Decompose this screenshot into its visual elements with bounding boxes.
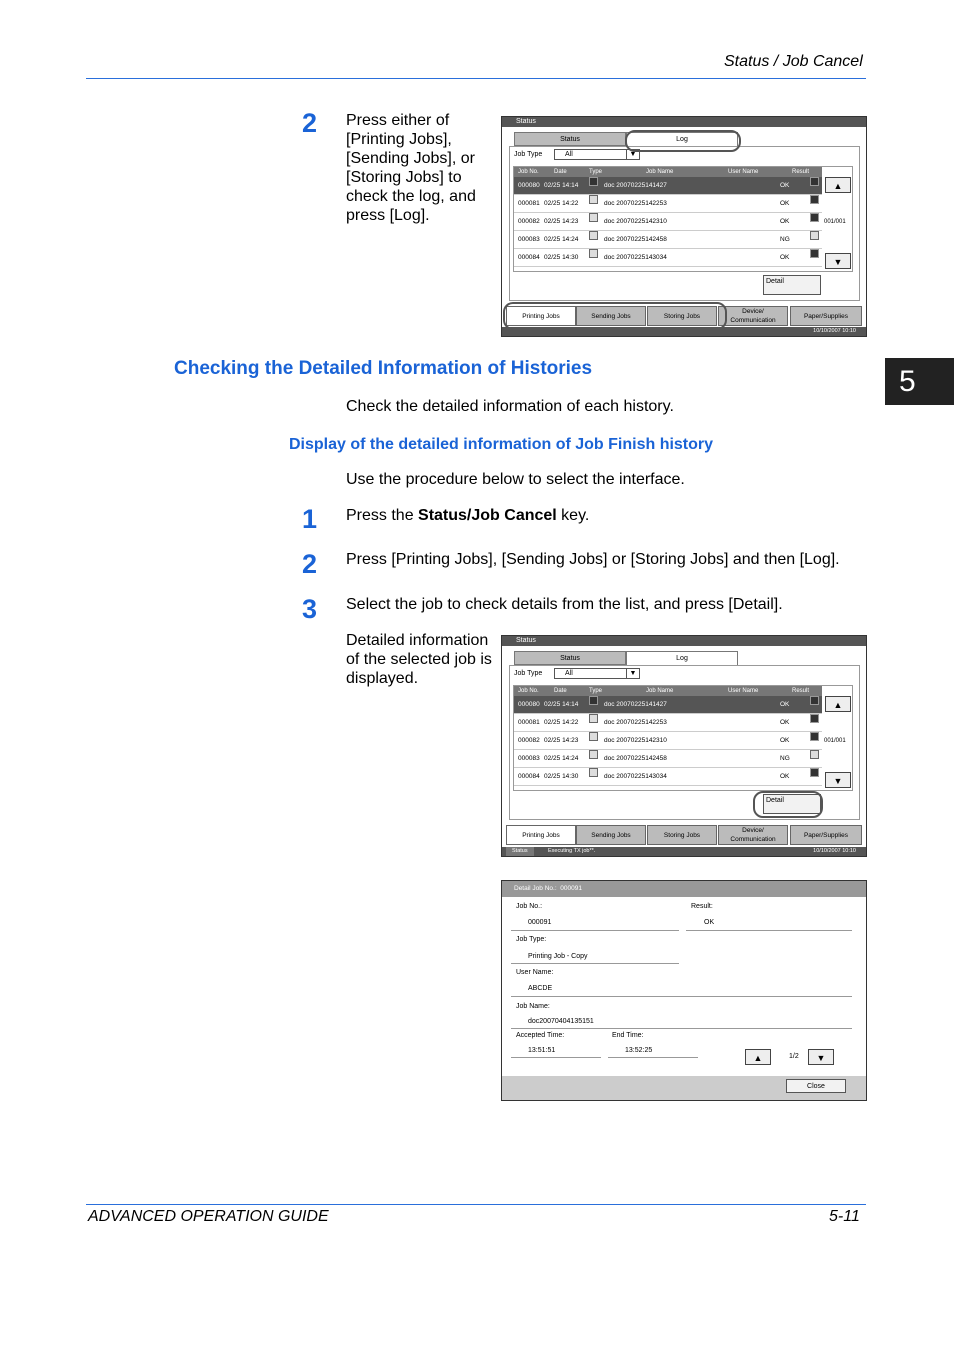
footer-page-number: 5-11 (829, 1208, 860, 1225)
panel-title: Status (502, 117, 866, 127)
printer-icon (589, 177, 598, 186)
step-number: 1 (302, 504, 318, 534)
status-bar: 10/10/2007 10:10 (502, 327, 866, 336)
step-number: 2 (302, 549, 318, 579)
chapter-tab: 5 (885, 358, 954, 405)
job-no-label: Job No.: (516, 903, 543, 910)
table-header: Job No. Date Type Job Name User Name Result (514, 167, 822, 177)
status-bar: Status Executing TX job**. 10/10/2007 10:10 (502, 847, 866, 856)
table-row[interactable]: 000081 02/25 14:22 doc 20070225142253 OK (514, 195, 822, 213)
tab-device-communication[interactable]: Device/ Communication (718, 825, 788, 845)
printer-icon (589, 768, 598, 777)
status-log-detail-screenshot (501, 635, 867, 857)
detail-title-bar: Detail Job No.: 000091 (502, 881, 866, 897)
table-header: Job No. Date Type Job Name User Name Result (514, 686, 822, 696)
tab-status[interactable]: Status (514, 132, 626, 146)
arrow-down-icon: ▼ (833, 776, 843, 786)
info-icon (810, 714, 819, 723)
step-number: 2 (302, 108, 318, 138)
warning-icon (810, 231, 819, 240)
arrow-up-icon: ▲ (833, 181, 843, 191)
job-name-value: doc20070404135151 (528, 1018, 594, 1025)
info-icon (810, 177, 819, 186)
table-row[interactable]: 000080 02/25 14:14 doc 20070225141427 OK (514, 177, 822, 195)
accepted-time-label: Accepted Time: (516, 1032, 565, 1039)
section-intro: Check the detailed information of each history. (346, 398, 674, 415)
job-name-label: Job Name: (516, 1003, 550, 1010)
job-log-table (513, 166, 853, 272)
printer-icon (589, 696, 598, 705)
page-down-button[interactable] (808, 1049, 834, 1065)
page-up-button[interactable] (745, 1049, 771, 1065)
status-log-screenshot (501, 116, 867, 337)
accepted-time-value: 13:51:51 (528, 1047, 556, 1054)
page-indicator: 001/001 (824, 219, 846, 225)
close-button[interactable]: Close (786, 1079, 846, 1093)
procedure-intro: Use the procedure below to select the interface. (346, 471, 685, 488)
subheading: Display of the detailed information of Job Finish history (289, 436, 714, 453)
job-type-value: Printing Job - Copy (528, 953, 588, 960)
chevron-down-icon: ▼ (626, 150, 639, 159)
tab-status[interactable]: Status (514, 651, 626, 665)
job-log-table (513, 685, 853, 791)
tab-sending-jobs[interactable]: Sending Jobs (576, 306, 646, 326)
info-icon (810, 696, 819, 705)
info-icon (810, 732, 819, 741)
printer-icon (589, 732, 598, 741)
section-heading: Checking the Detailed Information of Histories (174, 358, 593, 379)
printer-icon (589, 213, 598, 222)
job-type-label: Job Type (514, 670, 543, 677)
scroll-up-button[interactable] (825, 177, 851, 193)
highlight-oval-detail (753, 791, 823, 818)
info-icon (810, 213, 819, 222)
footer-guide: ADVANCED OPERATION GUIDE (88, 1208, 329, 1225)
arrow-down-icon: ▼ (816, 1053, 826, 1063)
scroll-up-button[interactable] (825, 696, 851, 712)
page-indicator: 1/2 (789, 1053, 799, 1060)
bottom-tabs (504, 825, 864, 845)
printer-icon (589, 714, 598, 723)
scroll-down-button[interactable] (825, 253, 851, 269)
user-name-value: ABCDE (528, 985, 553, 992)
detail-button[interactable]: Detail (763, 794, 821, 814)
page-indicator: 001/001 (824, 738, 846, 744)
table-row[interactable]: 000083 02/25 14:24 doc 20070225142458 NG (514, 231, 822, 249)
step-text: Press the Status/Job Cancel key. (346, 507, 590, 524)
job-type-select[interactable]: All ▼ (554, 668, 640, 679)
step-text: Press either of [Printing Jobs], [Sending Jobs], or [Storing Jobs] to check the log, and press [Log]. (346, 112, 476, 224)
warning-icon (810, 750, 819, 759)
job-no-value: 000091 (528, 919, 552, 926)
step-note: Detailed information of the selected job is displayed. (346, 632, 492, 687)
printer-icon (589, 195, 598, 204)
arrow-up-icon: ▲ (833, 700, 843, 710)
step-number: 3 (302, 594, 318, 624)
table-row[interactable]: 000083 02/25 14:24 doc 20070225142458 NG (514, 750, 822, 768)
printer-icon (589, 750, 598, 759)
job-detail-screenshot (501, 880, 867, 1101)
footer-rule (86, 1204, 866, 1205)
job-type-label: Job Type (514, 151, 543, 158)
table-row[interactable]: 000082 02/25 14:23 doc 20070225142310 OK (514, 213, 822, 231)
detail-button[interactable]: Detail (763, 275, 821, 295)
header-rule (86, 78, 866, 79)
panel-title: Status (502, 636, 866, 646)
tab-paper-supplies[interactable]: Paper/Supplies (790, 825, 862, 845)
tab-printing-jobs[interactable]: Printing Jobs (506, 825, 576, 845)
highlight-oval-log (625, 130, 741, 152)
table-row[interactable]: 000081 02/25 14:22 doc 20070225142253 OK (514, 714, 822, 732)
info-icon (810, 768, 819, 777)
result-value: OK (704, 919, 715, 926)
tab-storing-jobs[interactable]: Storing Jobs (647, 825, 717, 845)
printer-icon (589, 231, 598, 240)
tab-log[interactable]: Log (626, 651, 738, 665)
table-row[interactable]: 000084 02/25 14:30 doc 20070225143034 OK (514, 249, 822, 267)
tab-log[interactable]: Log (626, 132, 738, 146)
highlight-oval-job-tabs (503, 302, 727, 330)
tab-printing-jobs[interactable]: Printing Jobs (506, 306, 576, 326)
scroll-down-button[interactable] (825, 772, 851, 788)
tab-sending-jobs[interactable]: Sending Jobs (576, 825, 646, 845)
info-icon (810, 249, 819, 258)
section-header: Status / Job Cancel (724, 53, 863, 70)
step-text: Press [Printing Jobs], [Sending Jobs] or [Storing Jobs] and then [Log]. (346, 551, 840, 568)
arrow-up-icon: ▲ (753, 1053, 763, 1063)
end-time-label: End Time: (612, 1032, 644, 1039)
end-time-value: 13:52:25 (625, 1047, 653, 1054)
chevron-down-icon: ▼ (626, 669, 639, 678)
arrow-down-icon: ▼ (833, 257, 843, 267)
user-name-label: User Name: (516, 969, 554, 976)
result-label: Result: (691, 903, 713, 910)
table-row[interactable]: 000080 02/25 14:14 doc 20070225141427 OK (514, 696, 822, 714)
step-text: Select the job to check details from the list, and press [Detail]. (346, 596, 783, 613)
tab-storing-jobs[interactable]: Storing Jobs (647, 306, 717, 326)
printer-icon (589, 249, 598, 258)
info-icon (810, 195, 819, 204)
job-type-label: Job Type: (516, 936, 547, 943)
table-row[interactable]: 000084 02/25 14:30 doc 20070225143034 OK (514, 768, 822, 786)
job-type-select[interactable]: All ▼ (554, 149, 640, 160)
tab-device-communication[interactable]: Device/ Communication (718, 306, 788, 326)
table-row[interactable]: 000082 02/25 14:23 doc 20070225142310 OK (514, 732, 822, 750)
tab-paper-supplies[interactable]: Paper/Supplies (790, 306, 862, 326)
